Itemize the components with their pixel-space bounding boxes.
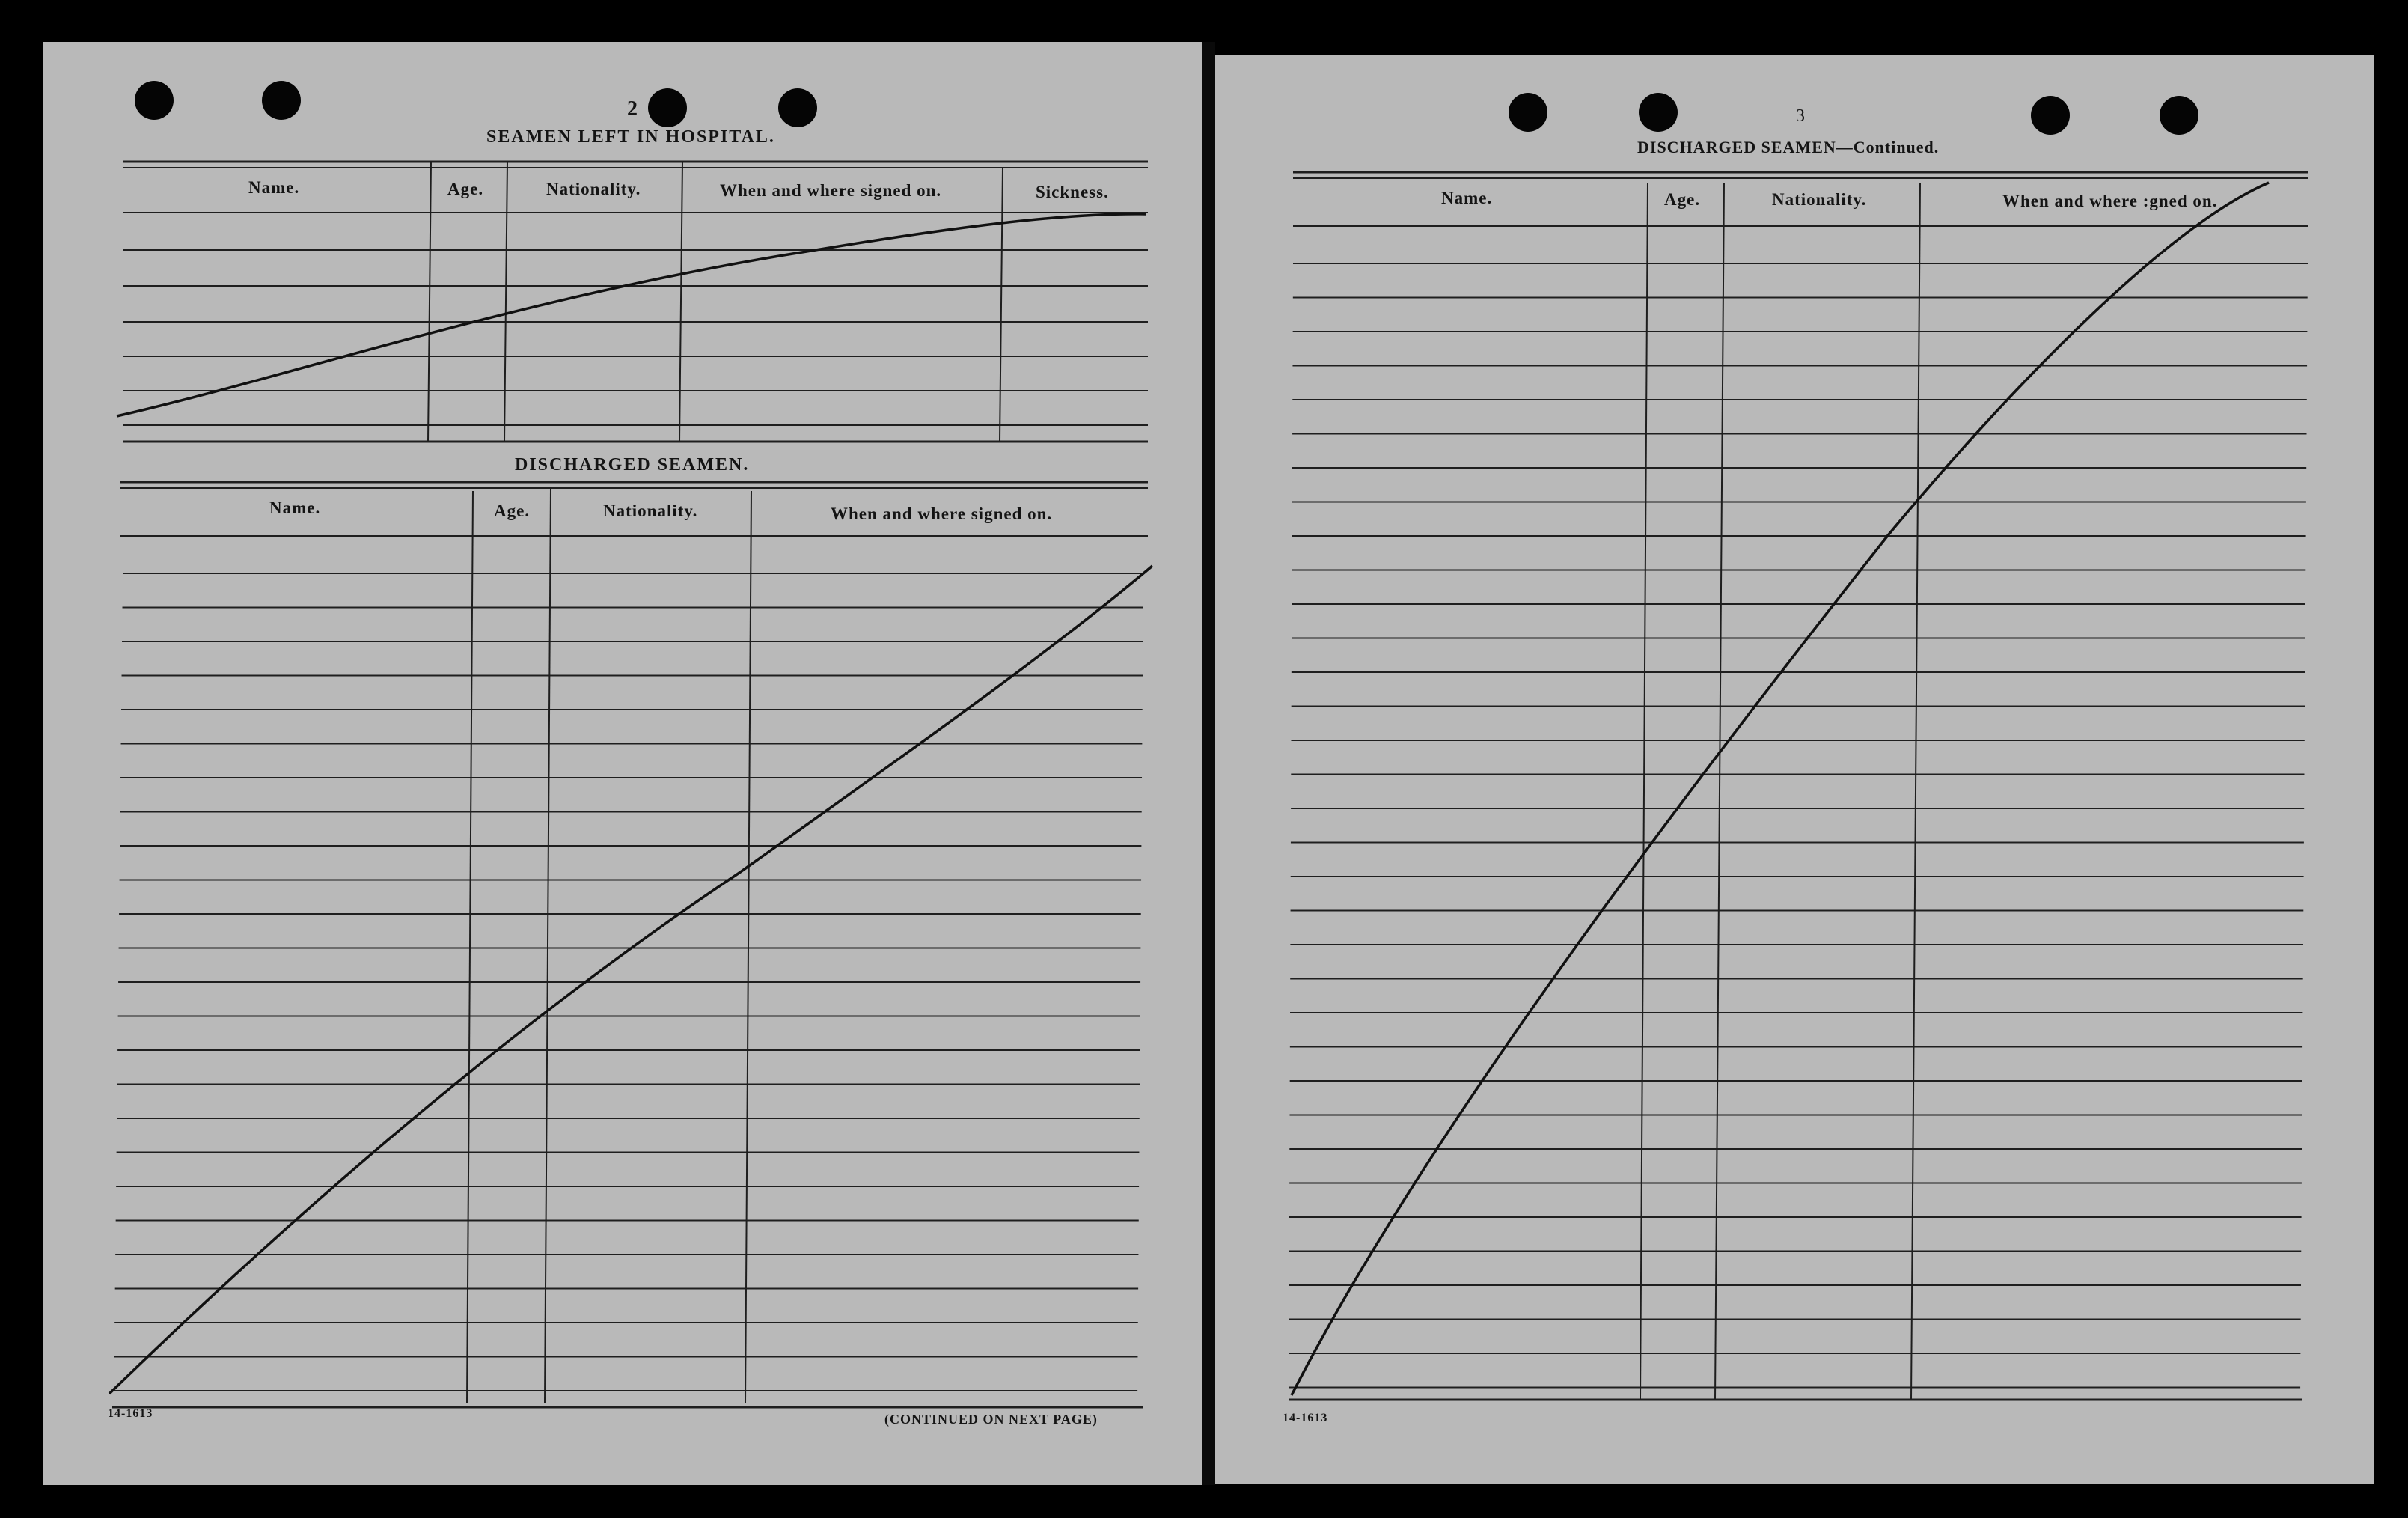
col-name-header: Name. [248,178,300,197]
col-name-header: Name. [269,499,321,517]
col-name-header: Name. [1441,189,1493,207]
col-age-header: Age. [447,180,484,198]
col-signed-on-header: When and where :gned on. [2002,192,2218,210]
right-page [1215,55,2374,1484]
right-page-ruling [1215,55,2374,1484]
discharged-continued-title: DISCHARGED SEAMEN—Continued. [1637,138,1940,156]
form-number: 14-1613 [108,1407,153,1420]
left-page-ruling [43,42,1202,1485]
form-number: 14-1613 [1283,1412,1328,1424]
col-sickness-header: Sickness. [1036,183,1109,201]
hospital-section-title: SEAMEN LEFT IN HOSPITAL. [486,127,775,147]
continued-note: (CONTINUED ON NEXT PAGE) [884,1412,1098,1427]
col-age-header: Age. [494,502,531,520]
col-age-header: Age. [1664,190,1701,209]
col-nationality-header: Nationality. [1772,190,1867,209]
left-page [43,42,1202,1485]
discharged-section-title: DISCHARGED SEAMEN. [515,455,750,475]
col-nationality-header: Nationality. [603,502,698,520]
col-signed-on-header: When and where signed on. [831,505,1053,523]
col-signed-on-header: When and where signed on. [720,181,942,200]
book-gutter [1202,42,1215,1485]
col-nationality-header: Nationality. [546,180,641,198]
page-number: 3 [1796,106,1806,126]
page-number: 2 [627,97,638,121]
